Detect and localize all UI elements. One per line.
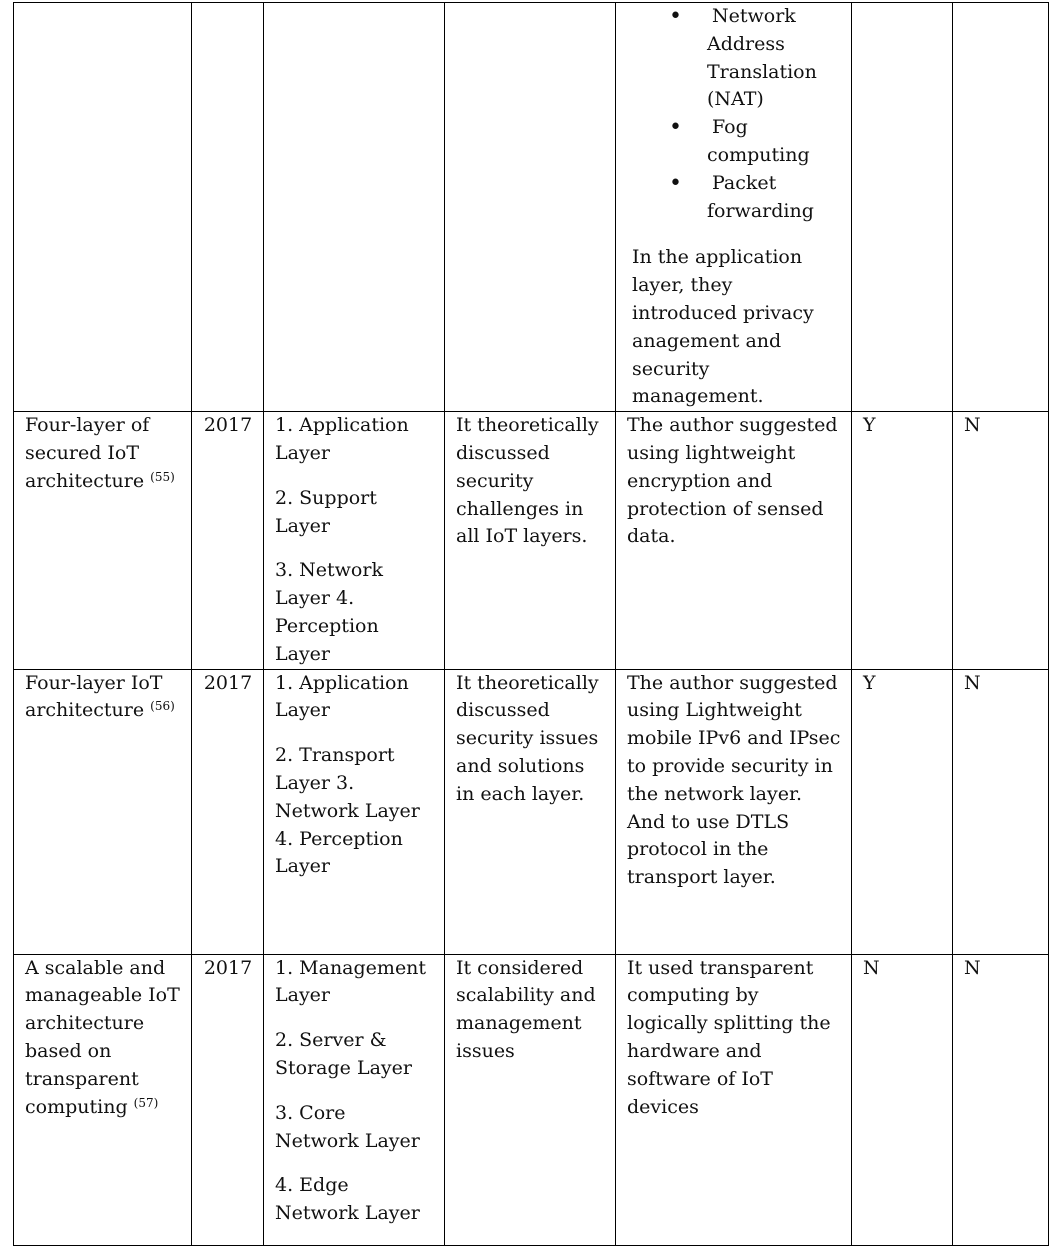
architecture-name: Four-layer of secured IoT architecture xyxy=(25,414,150,492)
architecture-cell xyxy=(14,669,192,954)
description-cell xyxy=(445,3,616,412)
security-cell: The author suggested using Lightweight mobile IPv6 and IPsec to provide security in the network layer. And to use DTLS protocol in the transport layer. xyxy=(616,669,852,954)
architecture-name: Four-layer IoT architecture xyxy=(25,671,163,722)
col6-cell: Y xyxy=(852,412,953,669)
architecture-cell xyxy=(14,412,192,669)
layer-item: 1. Management Layer xyxy=(275,956,427,1007)
layers-cell xyxy=(264,412,445,669)
year-cell: 2017 xyxy=(192,669,264,954)
reference-number: (56) xyxy=(150,699,175,714)
table-row xyxy=(14,954,1049,1245)
security-cell: It used transparent computing by logically splitting the hardware and software of IoT devices xyxy=(616,954,852,1245)
table-row xyxy=(14,3,1049,412)
year-cell: 2017 xyxy=(192,954,264,1245)
list-item: • Packet forwarding xyxy=(627,170,841,226)
year-cell xyxy=(192,3,264,412)
col7-cell: N xyxy=(953,669,1049,954)
layers-cell xyxy=(264,669,445,954)
col6-cell: Y xyxy=(852,669,953,954)
table-row xyxy=(14,669,1049,954)
layer-item: 1. Application Layer xyxy=(275,414,409,464)
col7-cell: N xyxy=(953,954,1049,1245)
bullet-list xyxy=(627,3,841,225)
col7-cell: N xyxy=(953,412,1049,669)
architecture-cell xyxy=(14,3,192,412)
table-row xyxy=(14,412,1049,669)
security-cell: The author suggested using lightweight encryption and protection of sensed data. xyxy=(616,412,852,669)
security-cell xyxy=(616,3,852,412)
layers-cell xyxy=(264,3,445,412)
survey-table xyxy=(13,2,1049,1246)
col6-cell xyxy=(852,3,953,412)
list-item: • Fog computing xyxy=(627,114,841,170)
layer-item: 3. Network Layer 4. Perception Layer xyxy=(275,559,383,665)
architecture-cell xyxy=(14,954,192,1245)
col7-cell xyxy=(953,3,1049,412)
description-cell: It considered scalability and management issues xyxy=(445,954,616,1245)
architecture-name: A scalable and manageable IoT architecture based on transparent computing xyxy=(25,956,180,1118)
layer-item: 4. Edge Network Layer xyxy=(275,1174,420,1225)
layer-item: 2. Transport Layer 3. Network Layer 4. Perception Layer xyxy=(275,744,420,878)
description-cell: It theoretically discussed security issues and solutions in each layer. xyxy=(445,669,616,954)
layer-item: 2. Support Layer xyxy=(275,486,377,537)
reference-number: (57) xyxy=(133,1095,159,1110)
list-item: • Network Address Translation (NAT) xyxy=(627,3,841,114)
description-cell: It theoretically discussed security challenges in all IoT layers. xyxy=(445,412,616,669)
security-text: In the application layer, they introduced privacy anagement and security management. xyxy=(632,246,814,408)
layer-item: 2. Server & Storage Layer xyxy=(275,1029,412,1079)
col6-cell: N xyxy=(852,954,953,1245)
layer-item: 1. Application Layer xyxy=(275,671,409,722)
year-cell: 2017 xyxy=(192,412,264,669)
reference-number: (55) xyxy=(150,469,175,484)
layers-cell xyxy=(264,954,445,1245)
layer-item: 3. Core Network Layer xyxy=(275,1101,420,1152)
